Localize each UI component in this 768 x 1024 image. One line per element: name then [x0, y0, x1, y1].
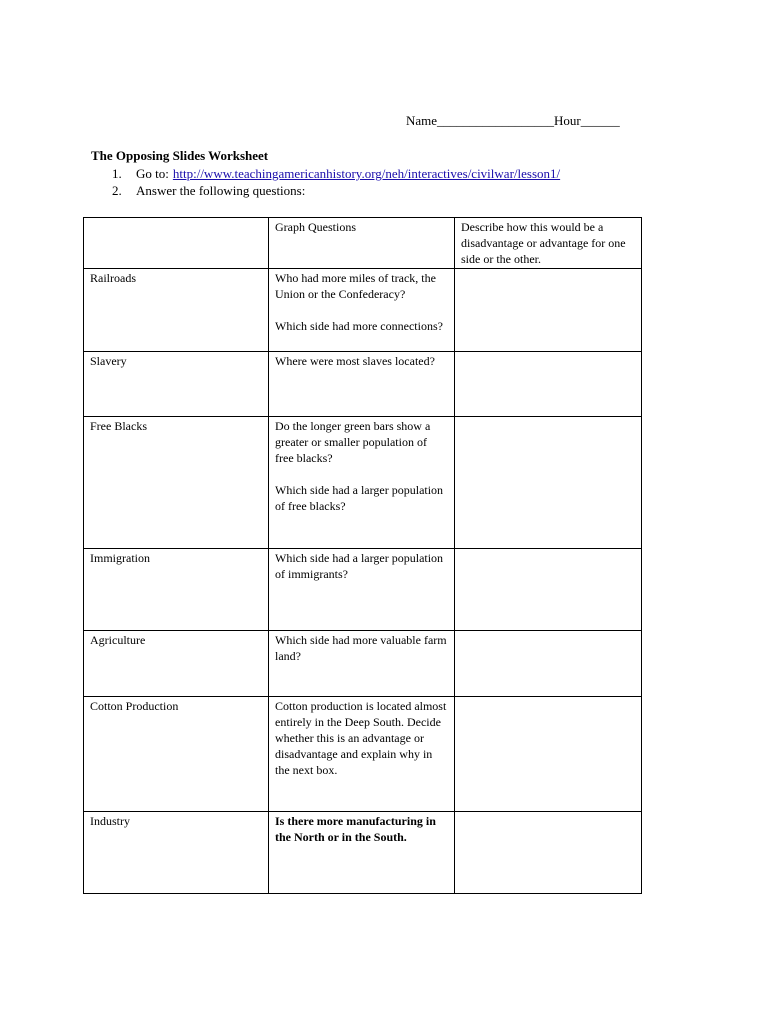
hour-blank[interactable]: ______	[580, 113, 620, 128]
question-cell	[269, 417, 455, 549]
question-text: Which side had a larger population of free blacks?	[275, 483, 444, 513]
topic-cell: Immigration	[84, 549, 269, 631]
table-row-railroads	[84, 269, 642, 352]
header-cell-topic	[84, 218, 269, 269]
question-cell	[269, 812, 455, 894]
instruction-text: Go to:	[136, 166, 169, 181]
topic-cell: Slavery	[84, 352, 269, 417]
instruction-text: Answer the following questions:	[136, 183, 306, 198]
question-cell	[269, 352, 455, 417]
topic-cell: Industry	[84, 812, 269, 894]
lesson-link[interactable]: http://www.teachingamericanhistory.org/neh/interactives/civilwar/lesson1/	[172, 166, 561, 181]
question-text: Is there more manufacturing in the North or in the South.	[275, 814, 436, 844]
header-cell-graph-questions: Graph Questions	[269, 218, 455, 269]
name-hour-line	[406, 113, 620, 129]
question-cell	[269, 269, 455, 352]
instruction-item-1	[112, 166, 560, 183]
table-row-agriculture	[84, 631, 642, 697]
question-text: Who had more miles of track, the Union or the Confederacy?	[275, 271, 436, 301]
answer-cell[interactable]	[455, 269, 642, 352]
answer-cell[interactable]	[455, 631, 642, 697]
topic-cell: Cotton Production	[84, 697, 269, 812]
table-row-free-blacks	[84, 417, 642, 549]
answer-cell[interactable]	[455, 812, 642, 894]
topic-cell: Free Blacks	[84, 417, 269, 549]
question-text: Do the longer green bars show a greater or smaller population of free blacks?	[275, 419, 431, 465]
name-blank[interactable]: __________________	[437, 113, 555, 128]
question-cell	[269, 631, 455, 697]
question-text: Which side had a larger population of immigrants?	[275, 551, 444, 581]
answer-cell[interactable]	[455, 417, 642, 549]
question-text: Where were most slaves located?	[275, 354, 435, 368]
question-cell	[269, 697, 455, 812]
worksheet-title: The Opposing Slides Worksheet	[91, 148, 269, 163]
instructions-list	[112, 166, 560, 200]
question-text: Cotton production is located almost entirely in the Deep South. Decide whether this is an advantage or disadvantage and explain why in the next box.	[275, 699, 447, 777]
worksheet-table	[83, 217, 642, 894]
question-text: Which side had more valuable farm land?	[275, 633, 447, 663]
hour-label: Hour	[554, 113, 581, 128]
table-row-immigration	[84, 549, 642, 631]
instruction-item-2	[112, 183, 560, 200]
answer-cell[interactable]	[455, 697, 642, 812]
table-row-industry	[84, 812, 642, 894]
table-row-cotton-production	[84, 697, 642, 812]
answer-cell[interactable]	[455, 549, 642, 631]
table-row-slavery	[84, 352, 642, 417]
topic-cell: Railroads	[84, 269, 269, 352]
instruction-number: 1.	[112, 166, 122, 181]
table-header-row	[84, 218, 642, 269]
question-text: Which side had more connections?	[275, 319, 443, 333]
answer-cell[interactable]	[455, 352, 642, 417]
header-cell-describe: Describe how this would be a disadvantage or advantage for one side or the other.	[455, 218, 642, 269]
instruction-number: 2.	[112, 183, 122, 198]
question-cell	[269, 549, 455, 631]
name-label: Name	[406, 113, 438, 128]
topic-cell: Agriculture	[84, 631, 269, 697]
